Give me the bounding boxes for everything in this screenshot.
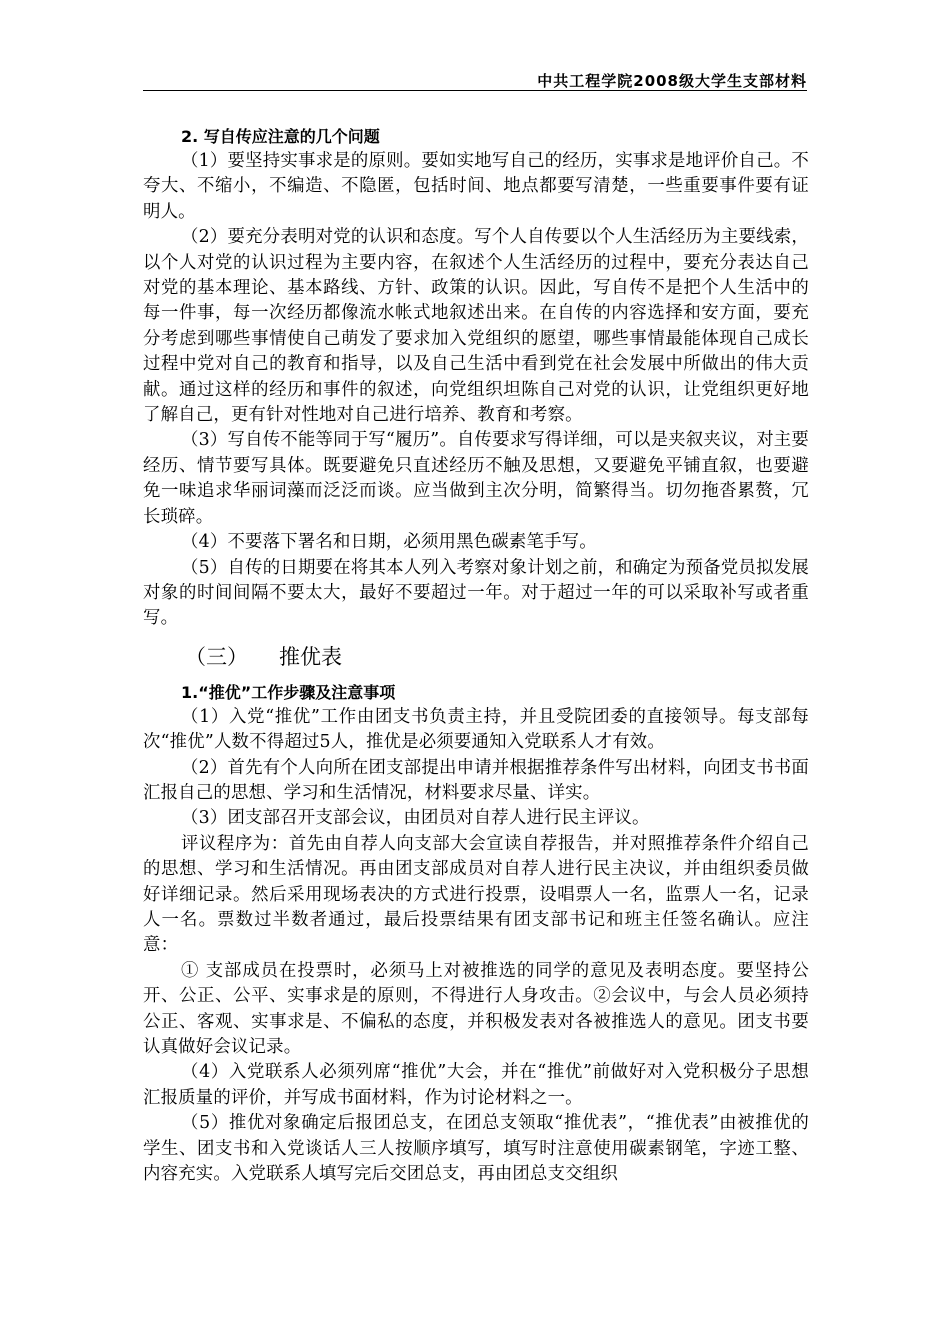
paragraph: （5）自传的日期要在将其本人列入考察对象计划之前，和确定为预备党员拟发展对象的时间间隔不要太大，最好不要超过一年。对于超过一年的可以采取补写或者重写。 — [143, 557, 809, 629]
paragraph: ① 支部成员在投票时，必须马上对被推选的同学的意见及表明态度。要坚持公开、公正、公平、实事求是的原则，不得进行人身攻击。②会议中，与会人员必须持公正、客观、实事求是、不偏私的态度，并积极发表对各被推选人的意见。团支书要认真做好会议记录。 — [143, 960, 809, 1057]
chapter-title: 推优表 — [279, 644, 342, 669]
page-header: 中共工程学院2008级大学生支部材料 — [537, 72, 807, 90]
paragraph: （3）写自传不能等同于写“履历”。自传要求写得详细，可以是夹叙夹议，对主要经历、情节要写具体。既要避免只直述经历不触及思想，又要避免平铺直叙，也要避免一味追求华丽词藻而泛泛而谈。应当做到主次分明，简繁得当。切勿拖沓累赘，冗长琐碎。 — [143, 430, 809, 527]
paragraph: （5）推优对象确定后报团总支，在团总支领取“推优表”，“推优表”由被推优的学生、团支书和入党谈话人三人按顺序填写，填写时注意使用碳素钢笔，字迹工整、内容充实。入党联系人填写完后交团总支，再由团总支交组织 — [143, 1113, 809, 1185]
paragraph: （4）入党联系人必须列席“推优”大会，并在“推优”前做好对入党积极分子思想汇报质量的评价，并写成书面材料，作为讨论材料之一。 — [143, 1062, 809, 1108]
document-body — [143, 124, 809, 1187]
section-heading-tuiyou-steps: 1.“推优”工作步骤及注意事项 — [181, 682, 396, 702]
paragraph: （1）入党“推优”工作由团支书负责主持，并且受院团委的直接领导。每支部每次“推优”人数不得超过5人，推优是必须要通知入党联系人才有效。 — [143, 706, 809, 753]
paragraph: 评议程序为：首先由自荐人向支部大会宣读自荐报告，并对照推荐条件介绍自己的思想、学习和生活情况。再由团支部成员对自荐人进行民主决议，并由组织委员做好详细记录。然后采用现场表决的方式进行投票，设唱票人一名，监票人一名，记录人一名。票数过半数者通过，最后投票结果有团支部书记和班主任签名确认。应注意： — [143, 833, 809, 956]
paragraph: （2）要充分表明对党的认识和态度。写个人自传要以个人生活经历为主要线索，以个人对党的认识过程为主要内容，在叙述个人生活经历的过程中，要充分表达自己对党的基本理论、基本路线、方针、政策的认识。因此，写自传不是把个人生活中的每一件事，每一次经历都像流水帐式地叙述出来。在自传的内容选择和安方面，要充分考虑到哪些事情使自己萌发了要求加入党组织的愿望，哪些事情最能体现自己成长过程中党对自己的教育和指导，以及自己生活中看到党在社会发展中所做出的伟大贡献。通过这样的经历和事件的叙述，向党组织坦陈自己对党的认识，让党组织更好地了解自己，更有针对性地对自己进行培养、教育和考察。 — [143, 227, 809, 426]
paragraph: （2）首先有个人向所在团支部提出申请并根据推荐条件写出材料，向团支书书面汇报自己的思想、学习和生活情况，材料要求尽量、详实。 — [143, 757, 809, 803]
paragraph: （3）团支部召开支部会议，由团员对自荐人进行民主评议。 — [181, 808, 650, 829]
chapter-number: （三） — [185, 644, 248, 669]
section-heading-autobiography: 2. 写自传应注意的几个问题 — [181, 127, 380, 146]
header-rule — [143, 90, 807, 91]
chapter-heading — [143, 642, 809, 672]
paragraph: （4）不要落下署名和日期，必须用黑色碳素笔手写。 — [181, 532, 597, 553]
paragraph: （1）要坚持实事求是的原则。要如实地写自己的经历，实事求是地评价自己。不夸大、不缩小，不编造、不隐匿，包括时间、地点都要写清楚，一些重要事件要有证明人。 — [143, 151, 809, 222]
